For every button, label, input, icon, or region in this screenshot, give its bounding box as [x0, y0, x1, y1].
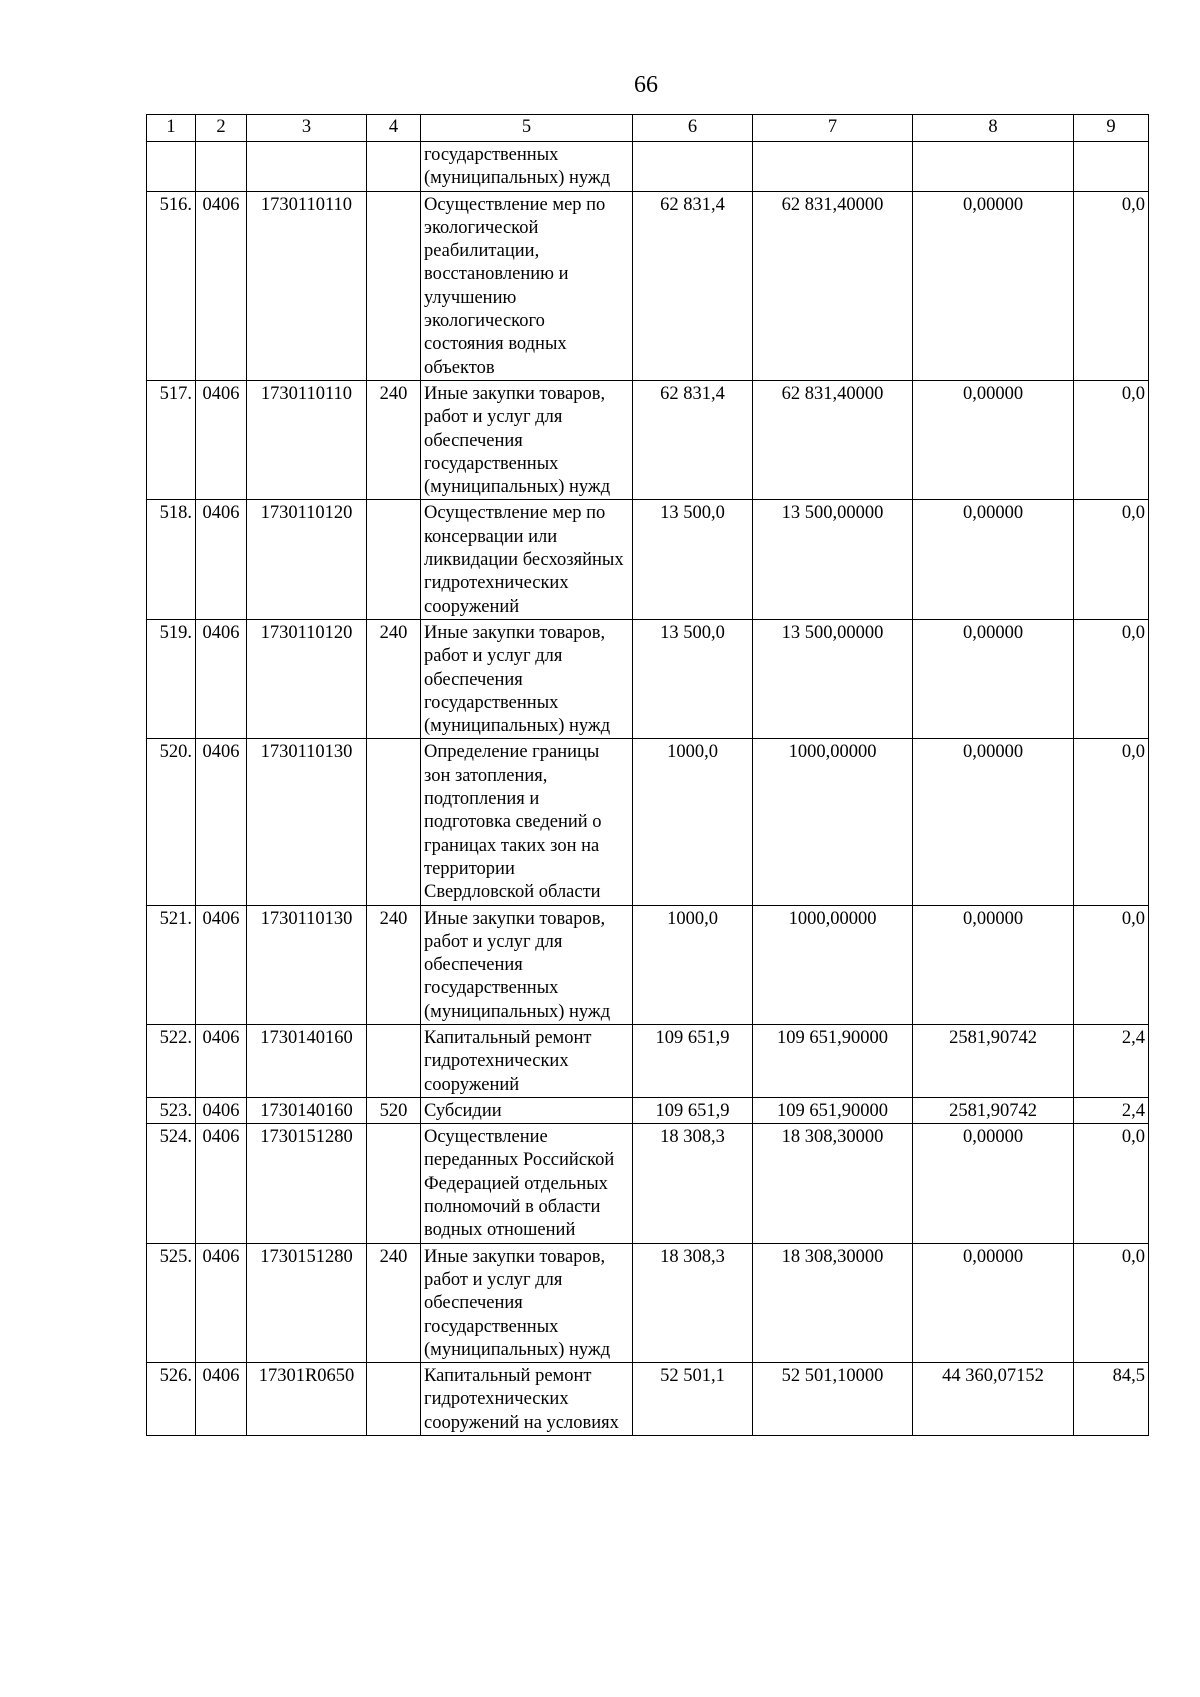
row-number: 522. — [147, 1024, 196, 1097]
table-row — [147, 739, 1149, 905]
expense-type-code — [367, 739, 421, 905]
item-name: Субсидии — [421, 1097, 633, 1123]
page-number: 66 — [634, 72, 658, 98]
expense-type-code — [367, 1124, 421, 1243]
value-col-7: 109 651,90000 — [753, 1024, 913, 1097]
value-col-6: 13 500,0 — [633, 619, 753, 738]
expense-type-code — [367, 1024, 421, 1097]
column-header-7: 7 — [753, 115, 913, 142]
value-col-7: 18 308,30000 — [753, 1124, 913, 1243]
target-article-code: 1730110120 — [247, 619, 367, 738]
section-code: 0406 — [196, 739, 247, 905]
value-col-6: 1000,0 — [633, 905, 753, 1024]
table-header-row — [147, 115, 1149, 142]
row-number — [147, 142, 196, 192]
section-code: 0406 — [196, 905, 247, 1024]
target-article-code: 1730110130 — [247, 905, 367, 1024]
value-col-8: 0,00000 — [913, 380, 1074, 499]
item-name: Иные закупки товаров, работ и услуг для обеспечения государственных (муниципальных) нужд — [421, 380, 633, 499]
column-header-3: 3 — [247, 115, 367, 142]
row-number: 517. — [147, 380, 196, 499]
item-name: Осуществление мер по экологической реабилитации, восстановлению и улучшению экологического состояния водных объектов — [421, 191, 633, 380]
item-name: Осуществление мер по консервации или ликвидации бесхозяйных гидротехнических сооружений — [421, 500, 633, 619]
item-name: Капитальный ремонт гидротехнических сооружений на условиях — [421, 1363, 633, 1436]
row-number: 524. — [147, 1124, 196, 1243]
value-col-8: 2581,90742 — [913, 1024, 1074, 1097]
value-col-7 — [753, 142, 913, 192]
value-col-8: 0,00000 — [913, 619, 1074, 738]
table-row — [147, 1024, 1149, 1097]
value-col-6 — [633, 142, 753, 192]
value-col-8: 0,00000 — [913, 191, 1074, 380]
item-name: Определение границы зон затопления, подтопления и подготовка сведений о границах таких зон на территории Свердловской области — [421, 739, 633, 905]
row-number: 526. — [147, 1363, 196, 1436]
expense-type-code — [367, 142, 421, 192]
value-col-6: 13 500,0 — [633, 500, 753, 619]
expense-type-code — [367, 191, 421, 380]
row-number: 520. — [147, 739, 196, 905]
value-col-8 — [913, 142, 1074, 192]
item-name: государственных (муниципальных) нужд — [421, 142, 633, 192]
value-col-9: 0,0 — [1074, 380, 1149, 499]
column-header-8: 8 — [913, 115, 1074, 142]
item-name: Иные закупки товаров, работ и услуг для обеспечения государственных (муниципальных) нужд — [421, 619, 633, 738]
value-col-9: 0,0 — [1074, 739, 1149, 905]
value-col-7: 62 831,40000 — [753, 380, 913, 499]
section-code: 0406 — [196, 1363, 247, 1436]
value-col-8: 44 360,07152 — [913, 1363, 1074, 1436]
table-row — [147, 905, 1149, 1024]
value-col-6: 62 831,4 — [633, 191, 753, 380]
expense-type-code — [367, 500, 421, 619]
target-article-code: 1730110120 — [247, 500, 367, 619]
section-code: 0406 — [196, 619, 247, 738]
value-col-9: 2,4 — [1074, 1024, 1149, 1097]
value-col-6: 1000,0 — [633, 739, 753, 905]
item-name: Капитальный ремонт гидротехнических сооружений — [421, 1024, 633, 1097]
section-code: 0406 — [196, 1243, 247, 1362]
column-header-5: 5 — [421, 115, 633, 142]
value-col-8: 0,00000 — [913, 739, 1074, 905]
column-header-4: 4 — [367, 115, 421, 142]
section-code: 0406 — [196, 191, 247, 380]
item-name: Иные закупки товаров, работ и услуг для обеспечения государственных (муниципальных) нужд — [421, 1243, 633, 1362]
target-article-code: 1730140160 — [247, 1097, 367, 1123]
value-col-8: 0,00000 — [913, 1124, 1074, 1243]
value-col-6: 62 831,4 — [633, 380, 753, 499]
value-col-6: 18 308,3 — [633, 1243, 753, 1362]
expense-type-code: 240 — [367, 905, 421, 1024]
row-number: 518. — [147, 500, 196, 619]
row-number: 519. — [147, 619, 196, 738]
value-col-7: 1000,00000 — [753, 739, 913, 905]
table-row — [147, 1124, 1149, 1243]
value-col-9: 0,0 — [1074, 1243, 1149, 1362]
column-header-1: 1 — [147, 115, 196, 142]
value-col-6: 109 651,9 — [633, 1097, 753, 1123]
value-col-6: 109 651,9 — [633, 1024, 753, 1097]
row-number: 521. — [147, 905, 196, 1024]
target-article-code: 1730151280 — [247, 1124, 367, 1243]
value-col-9: 0,0 — [1074, 905, 1149, 1024]
table-row — [147, 1097, 1149, 1123]
row-number: 525. — [147, 1243, 196, 1362]
value-col-7: 13 500,00000 — [753, 500, 913, 619]
value-col-9 — [1074, 142, 1149, 192]
target-article-code: 1730151280 — [247, 1243, 367, 1362]
column-header-2: 2 — [196, 115, 247, 142]
value-col-7: 18 308,30000 — [753, 1243, 913, 1362]
value-col-9: 84,5 — [1074, 1363, 1149, 1436]
table-row — [147, 1243, 1149, 1362]
column-header-9: 9 — [1074, 115, 1149, 142]
target-article-code: 17301R0650 — [247, 1363, 367, 1436]
target-article-code — [247, 142, 367, 192]
value-col-8: 0,00000 — [913, 500, 1074, 619]
table-row — [147, 1363, 1149, 1436]
target-article-code: 1730110130 — [247, 739, 367, 905]
value-col-9: 0,0 — [1074, 500, 1149, 619]
value-col-7: 62 831,40000 — [753, 191, 913, 380]
section-code: 0406 — [196, 1097, 247, 1123]
table-body — [147, 142, 1149, 1436]
row-number: 516. — [147, 191, 196, 380]
section-code: 0406 — [196, 1124, 247, 1243]
expense-type-code: 240 — [367, 619, 421, 738]
value-col-7: 109 651,90000 — [753, 1097, 913, 1123]
column-header-6: 6 — [633, 115, 753, 142]
expense-type-code: 240 — [367, 1243, 421, 1362]
value-col-7: 13 500,00000 — [753, 619, 913, 738]
value-col-9: 2,4 — [1074, 1097, 1149, 1123]
expense-type-code — [367, 1363, 421, 1436]
value-col-6: 18 308,3 — [633, 1124, 753, 1243]
value-col-9: 0,0 — [1074, 191, 1149, 380]
table-row — [147, 500, 1149, 619]
item-name: Осуществление переданных Российской Федерацией отдельных полномочий в области водных отношений — [421, 1124, 633, 1243]
row-number: 523. — [147, 1097, 196, 1123]
budget-table — [146, 114, 1149, 1436]
section-code — [196, 142, 247, 192]
section-code: 0406 — [196, 380, 247, 499]
item-name: Иные закупки товаров, работ и услуг для обеспечения государственных (муниципальных) нужд — [421, 905, 633, 1024]
section-code: 0406 — [196, 500, 247, 619]
target-article-code: 1730110110 — [247, 191, 367, 380]
value-col-6: 52 501,1 — [633, 1363, 753, 1436]
value-col-8: 0,00000 — [913, 1243, 1074, 1362]
value-col-9: 0,0 — [1074, 1124, 1149, 1243]
value-col-7: 1000,00000 — [753, 905, 913, 1024]
expense-type-code: 240 — [367, 380, 421, 499]
table-row — [147, 191, 1149, 380]
target-article-code: 1730110110 — [247, 380, 367, 499]
table-row — [147, 619, 1149, 738]
value-col-8: 2581,90742 — [913, 1097, 1074, 1123]
value-col-9: 0,0 — [1074, 619, 1149, 738]
value-col-8: 0,00000 — [913, 905, 1074, 1024]
expense-type-code: 520 — [367, 1097, 421, 1123]
section-code: 0406 — [196, 1024, 247, 1097]
table-row — [147, 380, 1149, 499]
table-row — [147, 142, 1149, 192]
target-article-code: 1730140160 — [247, 1024, 367, 1097]
value-col-7: 52 501,10000 — [753, 1363, 913, 1436]
